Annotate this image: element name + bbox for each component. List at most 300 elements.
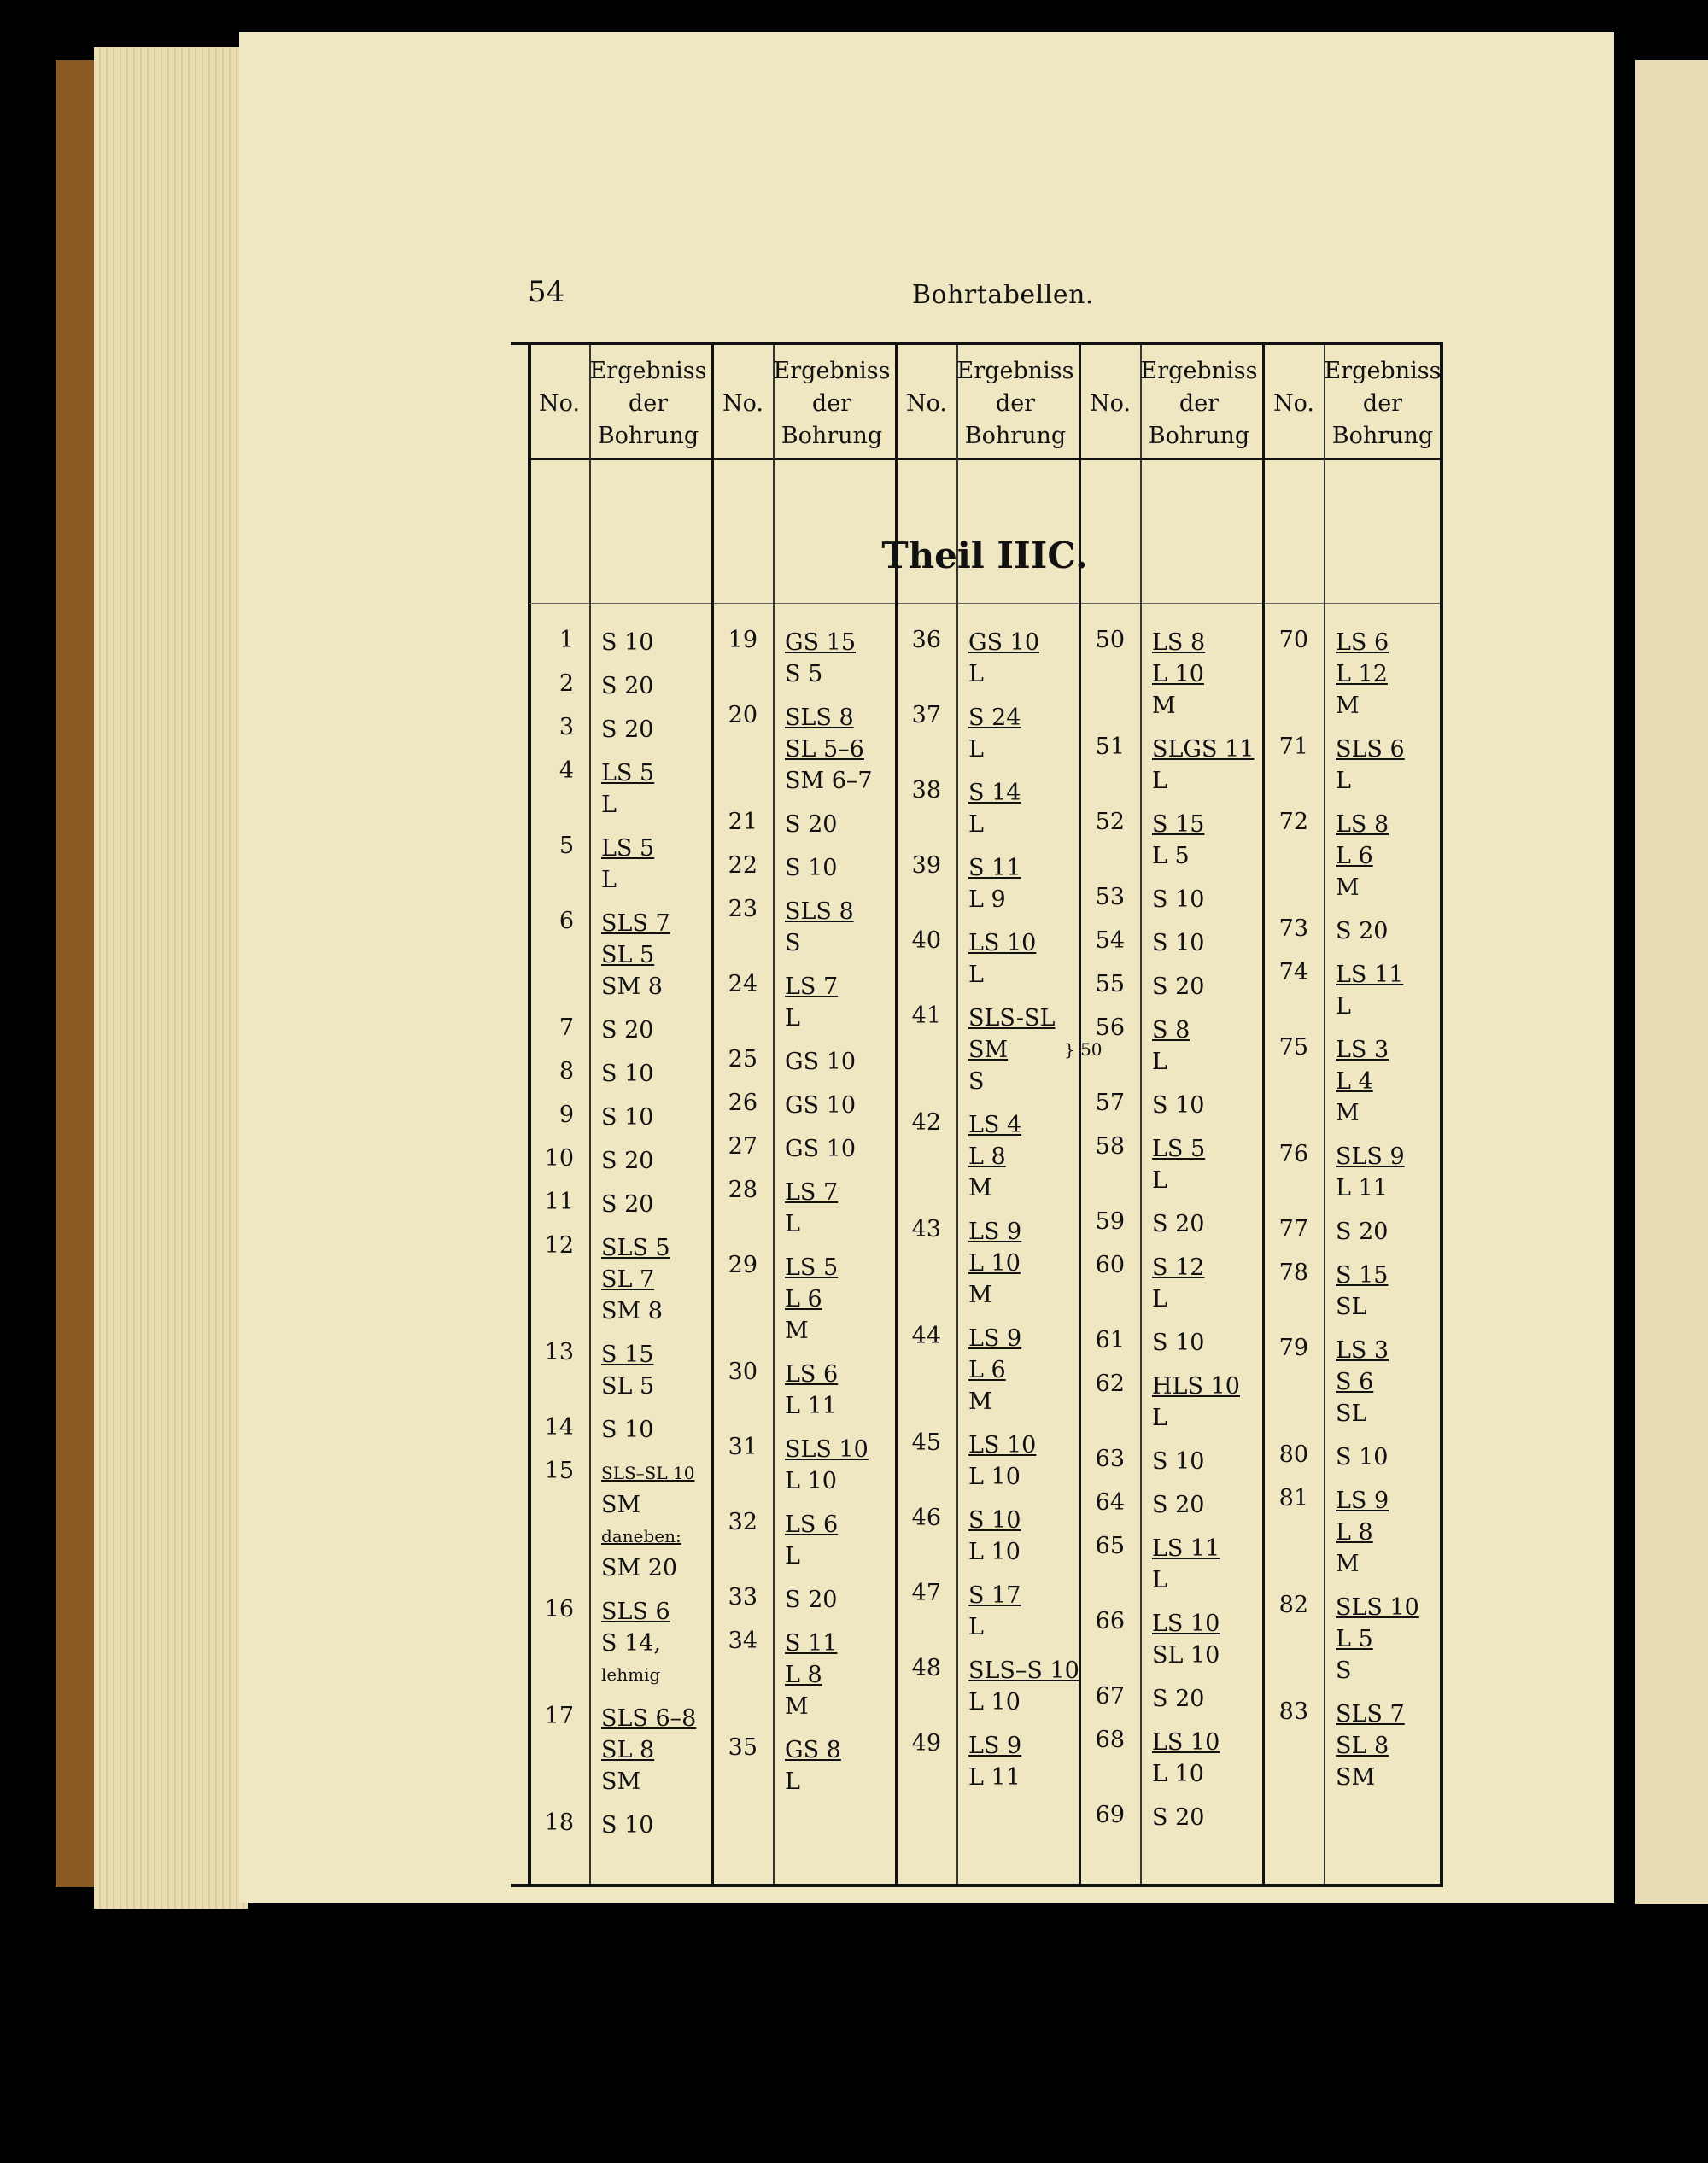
boring-result [785,896,854,959]
result-line: SLS–S 10 [968,1657,1079,1684]
result-line: S 10 [601,629,654,656]
result-line: L [1336,768,1351,794]
result-line: L 8 [968,1143,1006,1170]
boring-result [601,1058,653,1090]
boring-result [785,1628,837,1722]
no-result-divider [589,345,591,1884]
result-line: S 12 [1152,1254,1205,1281]
result-line: SM [601,1492,641,1518]
boring-result [601,627,653,658]
boring-no: 57 [1095,1090,1125,1116]
boring-no: 58 [1095,1133,1125,1160]
boring-no: 9 [559,1102,574,1128]
result-line: S 20 [601,1017,654,1044]
result-line: LS 8 [1336,811,1389,838]
boring-no: 8 [559,1058,574,1084]
result-line: GS 10 [785,1136,857,1162]
result-line: S 20 [1336,1219,1389,1245]
boring-no: 5 [559,833,574,859]
result-line: L 10 [785,1468,837,1494]
boring-result [785,627,856,690]
boring-result [785,1252,838,1347]
boring-no: 32 [728,1509,757,1535]
boring-result [601,1232,670,1327]
boring-no: 19 [728,627,757,653]
boring-no: 47 [911,1580,941,1606]
result-line: L [1336,993,1351,1020]
result-line: SLS 7 [601,910,670,937]
header-result: Ergebniss der Bohrung [1324,358,1442,449]
boring-no: 34 [728,1628,757,1654]
result-line: S 6 [1336,1369,1374,1395]
boring-no: 22 [728,852,757,879]
result-line: S 10 [968,1507,1021,1534]
result-line: M [785,1693,809,1720]
boring-result [1336,1335,1389,1429]
result-line: L [785,1543,800,1570]
result-line: LS 11 [1152,1535,1220,1562]
result-line: S 24 [968,704,1021,731]
result-line: M [785,1318,809,1344]
result-line: L 6 [785,1286,822,1312]
result-line: LS 6 [785,1361,839,1388]
boring-result [601,1458,694,1584]
boring-result [1152,1533,1220,1596]
result-line: SLGS 11 [1152,736,1255,763]
boring-no: 54 [1095,927,1125,954]
boring-no: 62 [1095,1371,1125,1397]
result-line: SL 10 [1152,1642,1220,1669]
boring-result [1152,734,1254,797]
result-line: S 14, [601,1630,662,1657]
header-result: Ergebniss der Bohrung [956,358,1074,449]
boring-result [968,702,1021,765]
result-line: SLS 10 [785,1436,869,1463]
boring-result [1152,884,1204,915]
result-line: SL [1336,1294,1367,1320]
result-line: SL 8 [1336,1733,1389,1759]
result-line: M [1336,1100,1360,1126]
boring-no: 51 [1095,734,1125,760]
boring-no: 72 [1278,809,1308,835]
result-line: daneben: [601,1526,681,1546]
result-line: SL 5 [601,942,655,968]
boring-result [601,1809,653,1841]
boring-result [785,702,873,797]
result-line: L 10 [1152,1761,1204,1787]
page-edges [94,47,248,1909]
result-line: LS 6 [1336,629,1389,656]
result-line: S 10 [1336,1444,1389,1470]
boring-no: 49 [911,1730,941,1757]
boring-no: 23 [728,896,757,922]
result-line: L 10 [968,1250,1021,1277]
result-line: SM [968,1037,1009,1063]
boring-no: 36 [911,627,941,653]
header-no: No. [906,390,947,417]
result-line: S 10 [601,1061,654,1087]
result-line: LS 7 [785,973,839,1000]
boring-no: 4 [559,757,574,784]
boring-result [1152,1014,1190,1078]
boring-result [785,1133,856,1165]
boring-result [1152,809,1204,872]
boring-result [968,1730,1021,1793]
result-line: L 10 [968,1464,1021,1490]
result-line: L [968,1614,984,1640]
boring-no: 15 [544,1458,574,1484]
result-line: S 20 [601,673,654,699]
result-line: L 10 [1152,661,1204,687]
boring-result [601,1189,653,1220]
boring-no: 67 [1095,1683,1125,1710]
boring-no: 18 [544,1809,574,1836]
boring-no: 25 [728,1046,757,1073]
result-line: LS 8 [1152,629,1206,656]
result-line: LS 3 [1336,1037,1389,1063]
facing-page-edge [1635,60,1708,1904]
result-line: SLS 8 [785,704,854,731]
boring-result [968,777,1021,840]
boring-result [1152,971,1204,1003]
result-line: L 8 [1336,1519,1373,1546]
result-line: L [1152,1405,1167,1431]
boring-no: 20 [728,702,757,728]
boring-no: 65 [1095,1533,1125,1559]
boring-result [968,1655,1079,1718]
header-no: No. [539,390,580,417]
boring-no: 43 [911,1216,941,1242]
result-line: SLS 9 [1336,1143,1405,1170]
result-line: GS 10 [785,1092,857,1119]
result-line: SLS 8 [785,898,854,925]
boring-result [1152,1327,1204,1359]
result-line: L 10 [968,1539,1021,1565]
boring-no: 6 [559,908,574,934]
result-line: GS 8 [785,1737,841,1763]
result-line: M [968,1388,992,1415]
result-line: S 11 [785,1630,838,1657]
boring-result [601,1414,653,1446]
result-line: GS 10 [968,629,1040,656]
boring-result [968,1429,1036,1493]
result-line: LS 10 [1152,1729,1220,1756]
result-line: S 10 [1152,886,1205,913]
result-line: L 5 [1336,1626,1373,1652]
result-line: SM [601,1768,641,1795]
boring-result [968,1216,1021,1311]
result-line: LS 9 [968,1733,1022,1759]
result-line: GS 15 [785,629,857,656]
boring-result [1336,1592,1419,1687]
boring-no: 10 [544,1145,574,1172]
boring-no: 42 [911,1109,941,1136]
boring-no: 74 [1278,959,1308,985]
result-line: M [1152,693,1176,719]
boring-result [1152,1252,1204,1315]
boring-result [1152,1683,1204,1715]
boring-no: 39 [911,852,941,879]
result-line: M [1336,693,1360,719]
boring-result [785,1734,841,1798]
result-line: L 11 [968,1764,1021,1791]
boring-no: 73 [1278,915,1308,942]
result-line: S [785,930,801,956]
result-line: S 5 [785,661,823,687]
section-rule [529,603,1440,604]
result-line: SL 5–6 [785,736,864,763]
boring-result [1152,627,1205,722]
result-line: LS 6 [785,1511,839,1538]
result-line: M [1336,874,1360,901]
boring-no: 17 [544,1703,574,1729]
boring-no: 46 [911,1505,941,1531]
boring-result [785,1434,869,1497]
result-line: SLS 5 [601,1235,670,1261]
boring-no: 71 [1278,734,1308,760]
result-line: S 10 [1152,1330,1205,1356]
boring-no: 61 [1095,1327,1125,1353]
boring-no: 44 [911,1323,941,1349]
boring-result [968,1580,1021,1643]
boring-result [601,1596,670,1691]
result-line: LS 9 [968,1219,1022,1245]
result-line: L 6 [1336,843,1373,869]
header-rule [529,458,1440,460]
boring-no: 52 [1095,809,1125,835]
result-line: S 10 [1152,1448,1205,1475]
boring-no: 26 [728,1090,757,1116]
result-line: SL 7 [601,1266,655,1293]
result-line: LS 5 [601,760,655,786]
result-line: LS 10 [968,1432,1037,1459]
boring-no: 40 [911,927,941,954]
result-line: L [968,661,984,687]
boring-result [601,1102,653,1133]
boring-result [601,908,670,1003]
boring-result [601,714,653,745]
result-line: SLS 6 [601,1599,670,1625]
boring-no: 11 [544,1189,574,1215]
boring-no: 16 [544,1596,574,1622]
boring-no: 53 [1095,884,1125,910]
boring-result [1152,1802,1204,1833]
boring-no: 1 [559,627,574,653]
result-line: L [601,867,617,893]
result-line: L [1152,1567,1167,1593]
result-line: M [1336,1551,1360,1577]
boring-result [968,1505,1021,1568]
no-result-divider [1324,345,1325,1884]
header-result: Ergebniss der Bohrung [773,358,891,449]
result-line: S 20 [785,1587,838,1613]
header-no: No. [1090,390,1131,417]
page-number: 54 [528,275,565,309]
boring-result [1152,927,1204,959]
boring-no: 76 [1278,1141,1308,1167]
boring-no: 33 [728,1584,757,1611]
boring-no: 31 [728,1434,757,1460]
running-head: Bohrtabellen. [912,280,1094,310]
boring-result [1336,1034,1389,1129]
result-line: S 10 [1152,1092,1205,1119]
boring-no: 3 [559,714,574,740]
boring-result [968,1003,1103,1097]
result-line: LS 7 [785,1179,839,1206]
boring-no: 48 [911,1655,941,1681]
result-line: SLS 10 [1336,1594,1419,1621]
boring-table [511,342,1443,1887]
boring-no: 41 [911,1003,941,1029]
boring-no: 69 [1095,1802,1125,1828]
boring-result [1152,1489,1204,1521]
result-line: S [1336,1657,1352,1684]
boring-result [785,1177,838,1240]
boring-result [785,1584,837,1616]
result-line: S 10 [601,1104,654,1131]
boring-no: 50 [1095,627,1125,653]
boring-no: 45 [911,1429,941,1456]
result-line: SL 8 [601,1737,655,1763]
result-line: LS 5 [601,835,655,862]
result-line: SLS 6 [1336,736,1405,763]
boring-no: 37 [911,702,941,728]
result-line: SL 5 [601,1373,655,1400]
boring-no: 66 [1095,1608,1125,1634]
boring-no: 64 [1095,1489,1125,1516]
boring-result [1152,1608,1220,1671]
boring-no: 14 [544,1414,574,1441]
result-line: SLS-SL [968,1005,1056,1032]
result-line: L 4 [1336,1068,1373,1095]
result-line: L [1152,1167,1167,1194]
boring-result [1336,1260,1388,1323]
result-line: L 12 [1336,661,1388,687]
boring-no: 7 [559,1014,574,1041]
boring-no: 28 [728,1177,757,1203]
result-line: GS 10 [785,1049,857,1075]
boring-no: 78 [1278,1260,1308,1286]
result-line: S 15 [601,1342,654,1368]
result-line: S 20 [1152,973,1205,1000]
boring-no: 82 [1278,1592,1308,1618]
header-no: No. [1273,390,1314,417]
result-line: S 14 [968,780,1021,806]
result-line: L 6 [968,1357,1006,1383]
result-line: S 15 [1336,1262,1389,1289]
result-line: LS 9 [968,1325,1022,1352]
boring-result [1152,1371,1240,1434]
boring-no: 70 [1278,627,1308,653]
result-line: L [968,962,984,988]
result-line: SM 6–7 [785,768,873,794]
result-line: SLS 6–8 [601,1705,697,1732]
boring-result [1336,809,1389,903]
boring-no: 81 [1278,1485,1308,1511]
boring-result [785,1509,838,1572]
boring-no: 30 [728,1359,757,1385]
boring-no: 68 [1095,1727,1125,1753]
boring-result [968,627,1039,690]
result-line: S 20 [601,1191,654,1218]
result-line: LS 10 [968,930,1037,956]
result-line: S 10 [601,1417,654,1443]
boring-result [601,670,653,702]
result-line: L 9 [968,886,1006,913]
result-line: SLS–SL 10 [601,1463,695,1483]
result-line: S 11 [968,855,1021,881]
result-line: SM 8 [601,1298,663,1324]
result-line: SM [1336,1764,1376,1791]
result-line: L [785,1005,800,1032]
result-line: SM 8 [601,973,663,1000]
result-line: SL [1336,1400,1367,1427]
boring-result [1152,1208,1204,1240]
result-line: S 20 [1152,1211,1205,1237]
result-line: L 10 [968,1689,1021,1716]
result-line: SM 20 [601,1555,678,1581]
boring-result [601,833,654,896]
result-line: LS 11 [1336,962,1404,988]
result-line: S 20 [1152,1492,1205,1518]
boring-result [1336,1216,1388,1248]
boring-result [785,971,838,1034]
boring-result [1336,1141,1405,1204]
no-result-divider [1140,345,1142,1884]
no-result-divider [773,345,775,1884]
boring-result [785,1090,856,1121]
boring-no: 75 [1278,1034,1308,1061]
boring-no: 21 [728,809,757,835]
result-line: S [968,1068,985,1095]
boring-result [968,927,1036,991]
brace-depth: } 50 [1064,1039,1103,1060]
boring-result [1152,1090,1204,1121]
boring-result [1152,1446,1204,1477]
header-result: Ergebniss der Bohrung [1140,358,1258,449]
boring-result [601,1014,653,1046]
result-line: S 20 [785,811,838,838]
boring-result [601,1145,653,1177]
result-line: S 20 [1336,918,1389,944]
result-line: M [968,1175,992,1201]
boring-no: 55 [1095,971,1125,997]
header-no: No. [722,390,763,417]
boring-result [968,1109,1021,1204]
boring-no: 63 [1095,1446,1125,1472]
result-line: L 5 [1152,843,1190,869]
boring-no: 60 [1095,1252,1125,1278]
header-result: Ergebniss der Bohrung [589,358,707,449]
boring-result [601,757,654,821]
no-result-divider [956,345,958,1884]
boring-result [968,852,1021,915]
result-line: L [785,1768,800,1795]
section-title: Theil IIIC. [881,535,1088,576]
result-line: L 11 [785,1393,837,1419]
boring-result [1152,1727,1220,1790]
result-line: S 10 [601,1812,654,1839]
boring-result [1336,1485,1389,1580]
boring-result [601,1703,696,1798]
boring-result [1336,915,1388,947]
boring-result [1336,734,1405,797]
result-line: L [1152,1286,1167,1312]
boring-no: 80 [1278,1441,1308,1468]
result-line: L [785,1211,800,1237]
boring-no: 35 [728,1734,757,1761]
result-line: lehmig [601,1664,661,1685]
